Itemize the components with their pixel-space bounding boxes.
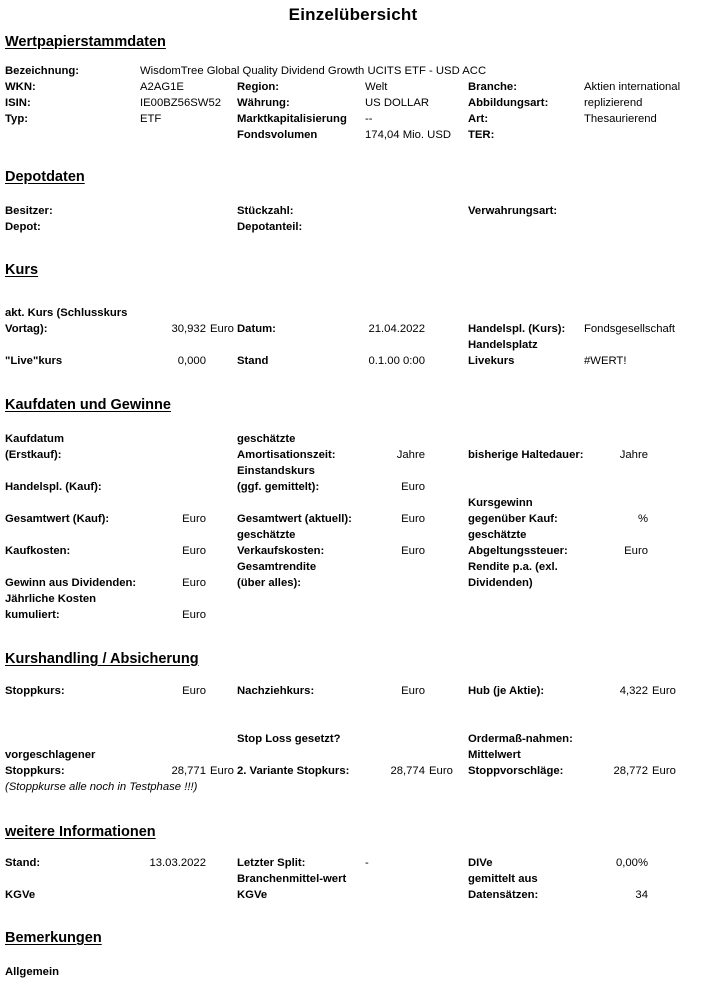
- section-heading-depotdaten: Depotdaten: [5, 169, 85, 185]
- value-variante2-stopkurs: 28,774: [390, 765, 425, 777]
- value-livekurs: 0,000: [177, 355, 206, 367]
- label-stop-loss-gesetzt: Stop Loss gesetzt?: [237, 733, 341, 745]
- value-waehrung: US DOLLAR: [365, 97, 430, 109]
- kurs-rows: [0, 305, 706, 369]
- value-wkn: A2AG1E: [140, 81, 184, 93]
- bemerkungen-rows: [0, 964, 706, 980]
- label-dive: DIVe: [468, 857, 493, 869]
- section-heading-kurs: Kurs: [5, 262, 39, 278]
- label-kgve: KGVe: [5, 889, 36, 901]
- unit-einstandskurs: Euro: [401, 481, 425, 493]
- page-title: Einzelübersicht: [288, 5, 418, 24]
- label-ter: TER:: [468, 129, 495, 141]
- unit-mittelwert-stoppvorschlaege: Euro: [652, 765, 676, 777]
- label-depotanteil: Depotanteil:: [237, 221, 303, 233]
- label-verkaufskosten-line2: Verkaufskosten:: [237, 545, 325, 557]
- weitere-informationen-rows: [0, 855, 706, 903]
- row-besitzer: [0, 203, 706, 219]
- label-verkaufskosten-line1: geschätzte: [237, 529, 296, 541]
- label-akt-kurs-line2: Vortag):: [5, 323, 48, 335]
- section-heading-bemerkungen: Bemerkungen: [5, 930, 102, 946]
- label-kursgewinn-line1: Kursgewinn: [468, 497, 533, 509]
- value-fondsvolumen: 174,04 Mio. USD: [365, 129, 452, 141]
- row-stoppkurs: [0, 683, 706, 699]
- value-isin: IE00BZ56SW52: [140, 97, 222, 109]
- label-livekurs-wert: Livekurs: [468, 355, 515, 367]
- label-variante2-stopkurs: 2. Variante Stopkurs:: [237, 765, 350, 777]
- value-marktkapitalisierung: --: [365, 113, 373, 125]
- value-handelsplatz-kurs: Fondsgesellschaft: [584, 323, 676, 335]
- row-vorgeschlagener-stoppkurs: [0, 763, 706, 779]
- label-livekurs: "Live"kurs: [5, 355, 63, 367]
- label-kaufdatum-line1: Kaufdatum: [5, 433, 64, 445]
- row-wkn: [0, 79, 706, 95]
- label-gemittelt-aus: gemittelt aus: [468, 873, 538, 885]
- section-heading-weitere-informationen: weitere Informationen: [5, 824, 156, 840]
- row-livekurs: [0, 353, 706, 369]
- label-fondsvolumen: Fondsvolumen: [237, 129, 318, 141]
- row-kaufkosten: [0, 543, 706, 559]
- row-isin: [0, 95, 706, 111]
- row-kaufdatum-caption: [0, 431, 706, 447]
- row-branchenmittelwert: [0, 871, 706, 887]
- row-handelsplatz-kauf: [0, 479, 706, 495]
- label-gewinn-dividenden: Gewinn aus Dividenden:: [5, 577, 137, 589]
- label-isin: ISIN:: [5, 97, 31, 109]
- row-geschaetzte-caption: [0, 527, 706, 543]
- label-datensaetzen: Datensätzen:: [468, 889, 539, 901]
- unit-gewinn-dividenden: Euro: [182, 577, 206, 589]
- value-stand-weitere: 13.03.2022: [149, 857, 206, 869]
- row-gesamtwert: [0, 511, 706, 527]
- label-hub: Hub (je Aktie):: [468, 685, 545, 697]
- label-abbildungsart: Abbildungsart:: [468, 97, 549, 109]
- kurshandling-rows: [0, 683, 706, 795]
- label-gesamtwert-kauf: Gesamtwert (Kauf):: [5, 513, 110, 525]
- row-stand-weitere: [0, 855, 706, 871]
- label-branchen-kgve: KGVe: [237, 889, 268, 901]
- unit-verkaufskosten: Euro: [401, 545, 425, 557]
- value-mittelwert-stoppvorschlaege: 28,772: [613, 765, 648, 777]
- row-kgve: [0, 887, 706, 903]
- value-typ: ETF: [140, 113, 162, 125]
- unit-abgeltungssteuer: Euro: [624, 545, 648, 557]
- label-marktkapitalisierung: Marktkapitalisierung: [237, 113, 347, 125]
- label-akt-kurs-line1: akt. Kurs (Schlusskurs: [5, 307, 128, 319]
- label-abgeltungssteuer-line2: Abgeltungssteuer:: [468, 545, 568, 557]
- value-letzter-split: -: [365, 857, 369, 869]
- row-bezeichnung: [0, 63, 706, 79]
- row-fondsvolumen: [0, 127, 706, 143]
- label-vorgeschlagener-line1: vorgeschlagener: [5, 749, 96, 761]
- row-depot: [0, 219, 706, 235]
- row-gewinn-dividenden: [0, 575, 706, 591]
- label-wkn: WKN:: [5, 81, 36, 93]
- section-heading-kurshandling: Kurshandling / Absicherung: [5, 651, 199, 667]
- label-verwahrungsart: Verwahrungsart:: [468, 205, 558, 217]
- testphase-note: (Stoppkurse alle noch in Testphase !!!): [5, 781, 198, 793]
- label-waehrung: Währung:: [237, 97, 290, 109]
- row-spacer-kursh: [0, 699, 706, 731]
- label-gesamtrendite-line2: (über alles):: [237, 577, 302, 589]
- label-amortisation-line1: geschätzte: [237, 433, 296, 445]
- unit-vorgeschlagener-stoppkurs: Euro: [210, 765, 234, 777]
- value-abbildungsart: replizierend: [584, 97, 643, 109]
- section-heading-kaufdaten: Kaufdaten und Gewinne: [5, 397, 171, 413]
- label-abgeltungssteuer-line1: geschätzte: [468, 529, 527, 541]
- value-region: Welt: [365, 81, 388, 93]
- label-gesamtrendite-line1: Gesamtrendite: [237, 561, 317, 573]
- depotdaten-rows: [0, 203, 706, 235]
- row-jaehrliche-kosten: [0, 591, 706, 607]
- label-kumuliert: kumuliert:: [5, 609, 60, 621]
- row-handelsplatz: [0, 337, 706, 353]
- unit-gesamtwert-kauf: Euro: [182, 513, 206, 525]
- label-art: Art:: [468, 113, 489, 125]
- label-rendite-line2: Dividenden): [468, 577, 533, 589]
- unit-amortisation: Jahre: [396, 449, 425, 461]
- label-einstandskurs-line2: (ggf. gemittelt):: [237, 481, 320, 493]
- row-kaufdatum: [0, 447, 706, 463]
- label-mittelwert-line2: Stoppvorschläge:: [468, 765, 564, 777]
- label-branchenmittelwert: Branchenmittel-wert: [237, 873, 347, 885]
- label-nachziehkurs: Nachziehkurs:: [237, 685, 315, 697]
- label-branche: Branche:: [468, 81, 517, 93]
- label-mittelwert-line1: Mittelwert: [468, 749, 521, 761]
- label-ordermassnahmen: Ordermaß-nahmen:: [468, 733, 573, 745]
- row-kumuliert: [0, 607, 706, 623]
- value-vorgeschlagener-stoppkurs: 28,771: [171, 765, 206, 777]
- label-stueckzahl: Stückzahl:: [237, 205, 294, 217]
- section-heading-wertpapierstammdaten: Wertpapierstammdaten: [5, 34, 166, 50]
- label-rendite-line1: Rendite p.a. (exl.: [468, 561, 558, 573]
- row-einstandskurs-caption: [0, 463, 706, 479]
- label-besitzer: Besitzer:: [5, 205, 53, 217]
- unit-gesamtwert-aktuell: Euro: [401, 513, 425, 525]
- label-haltedauer: bisherige Haltedauer:: [468, 449, 584, 461]
- label-stand-weitere: Stand:: [5, 857, 41, 869]
- row-typ: [0, 111, 706, 127]
- row-aktkurs-caption: [0, 305, 706, 321]
- wertpapierstammdaten-rows: [0, 63, 706, 143]
- row-kursgewinn-caption: [0, 495, 706, 511]
- label-handelsplatz-kurs: Handelspl. (Kurs):: [468, 323, 566, 335]
- value-branche: Aktien international: [584, 81, 681, 93]
- value-bezeichnung: WisdomTree Global Quality Dividend Growth UCITS ETF - USD ACC: [140, 65, 487, 77]
- unit-nachziehkurs: Euro: [401, 685, 425, 697]
- row-stoploss-caption: [0, 731, 706, 747]
- label-kaufkosten: Kaufkosten:: [5, 545, 71, 557]
- label-einstandskurs-line1: Einstandskurs: [237, 465, 315, 477]
- row-allgemein: [0, 964, 706, 980]
- row-gesamtrendite-caption: [0, 559, 706, 575]
- label-stand: Stand: [237, 355, 269, 367]
- unit-kaufkosten: Euro: [182, 545, 206, 557]
- label-depot: Depot:: [5, 221, 41, 233]
- value-stand: 0.1.00 0:00: [368, 355, 425, 367]
- unit-stoppkurs: Euro: [182, 685, 206, 697]
- label-vorgeschlagener-line2: Stoppkurs:: [5, 765, 65, 777]
- label-jaehrliche-kosten: Jährliche Kosten: [5, 593, 97, 605]
- label-handelsplatz: Handelsplatz: [468, 339, 538, 351]
- label-amortisation-line2: Amortisationszeit:: [237, 449, 336, 461]
- unit-akt-kurs: Euro: [210, 323, 234, 335]
- unit-haltedauer: Jahre: [619, 449, 648, 461]
- label-region: Region:: [237, 81, 280, 93]
- label-bezeichnung: Bezeichnung:: [5, 65, 80, 77]
- label-gesamtwert-aktuell: Gesamtwert (aktuell):: [237, 513, 352, 525]
- kaufdaten-rows: [0, 431, 706, 623]
- label-stoppkurs: Stoppkurs:: [5, 685, 65, 697]
- value-dive: 0,00%: [615, 857, 648, 869]
- label-handelsplatz-kauf: Handelspl. (Kauf):: [5, 481, 102, 493]
- label-kursgewinn-line2: gegenüber Kauf:: [468, 513, 558, 525]
- unit-kursgewinn: %: [637, 513, 648, 525]
- label-kaufdatum-line2: (Erstkauf):: [5, 449, 62, 461]
- row-testphase-note: [0, 779, 706, 795]
- label-typ: Typ:: [5, 113, 29, 125]
- value-art: Thesaurierend: [584, 113, 657, 125]
- label-datum: Datum:: [237, 323, 276, 335]
- row-vorgeschlagener-caption: [0, 747, 706, 763]
- value-datum: 21.04.2022: [368, 323, 425, 335]
- value-hub: 4,322: [619, 685, 648, 697]
- unit-hub: Euro: [652, 685, 676, 697]
- value-livekurs-wert: #WERT!: [584, 355, 627, 367]
- label-letzter-split: Letzter Split:: [237, 857, 306, 869]
- value-datensaetzen: 34: [635, 889, 648, 901]
- row-aktkurs-vortag: [0, 321, 706, 337]
- label-allgemein: Allgemein: [5, 966, 59, 978]
- value-akt-kurs: 30,932: [171, 323, 206, 335]
- unit-kumuliert: Euro: [182, 609, 206, 621]
- unit-variante2-stopkurs: Euro: [429, 765, 453, 777]
